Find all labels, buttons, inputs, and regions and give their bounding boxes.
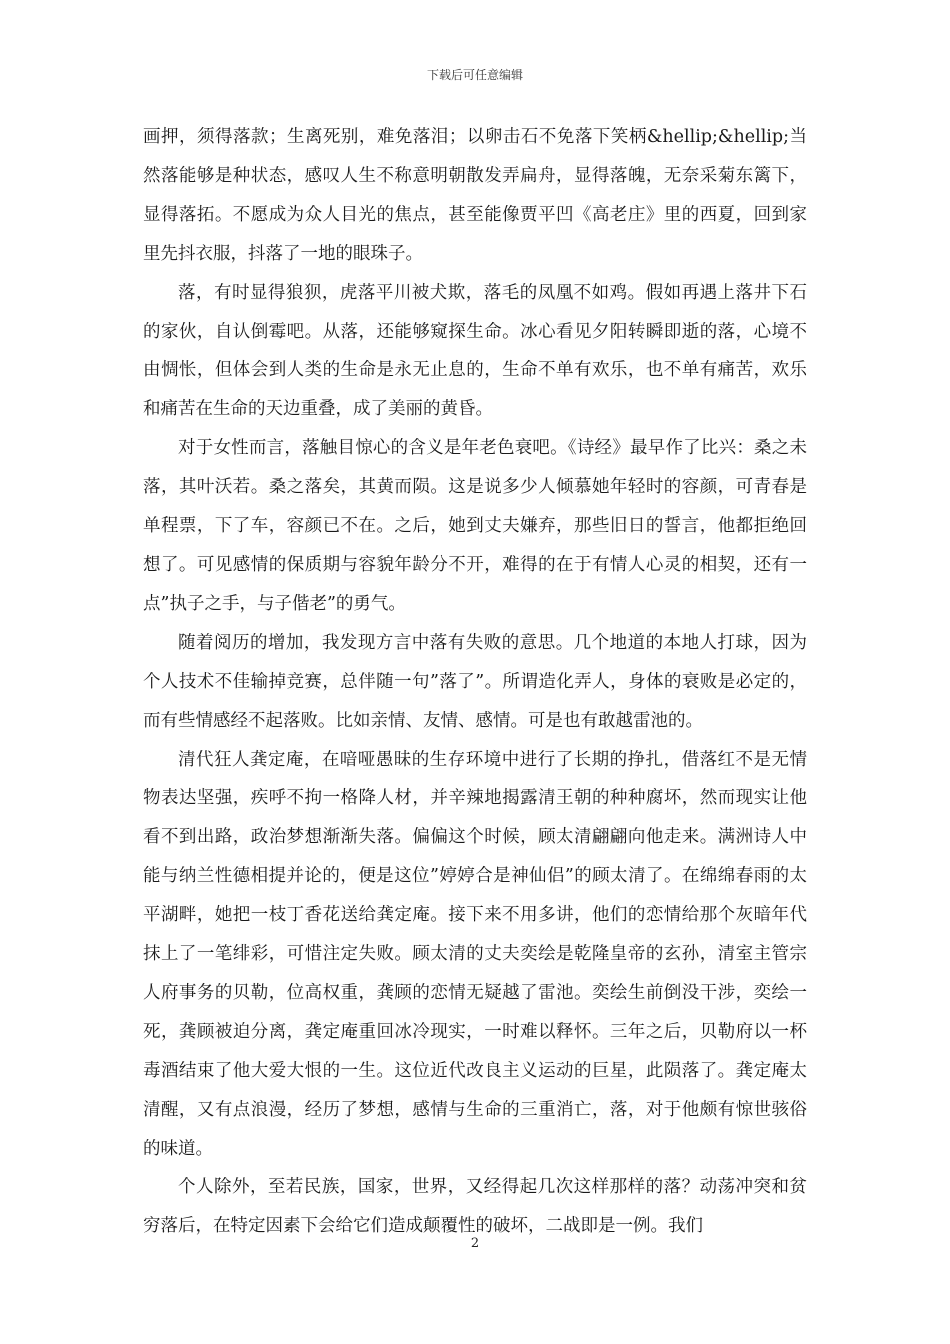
paragraph: 个人除外，至若民族，国家，世界，又经得起几次这样那样的落？动荡冲突和贫穷落后，在特定因素下会给它们造成颠覆性的破坏，二战即是一例。我们 xyxy=(143,1177,807,1237)
page-number: 2 xyxy=(470,1236,480,1251)
paragraph: 落，有时显得狼狈，虎落平川被犬欺，落毛的凤凰不如鸡。假如再遇上落井下石的家伙，自认倒霉吧。从落，还能够窥探生命。冰心看见夕阳转瞬即逝的落，心境不由惆怅，但体会到人类的生命是永无止息的，生命不单有欢乐，也不单有痛苦，欢乐和痛苦在生命的天边重叠，成了美丽的黄昏。 xyxy=(143,282,807,420)
paragraph: 对于女性而言，落触目惊心的含义是年老色衰吧。《诗经》最早作了比兴：桑之未落，其叶沃若。桑之落矣，其黄而陨。这是说多少人倾慕她年轻时的容颜，可青春是单程票，下了车，容颜已不在。之后，她到丈夫嫌弃，那些旧日的誓言，他都拒绝回想了。可见感情的保质期与容貌年龄分不开，难得的在于有情人心灵的相契，还有一点”执子之手，与子偕老”的勇气。 xyxy=(143,438,807,614)
document-body xyxy=(143,118,807,1246)
paragraph: 随着阅历的增加，我发现方言中落有失败的意思。几个地道的本地人打球，因为个人技术不佳输掉竞赛，总伴随一句”落了”。所谓造化弄人，身体的衰败是必定的，而有些情感经不起落败。比如亲情、友情、感情。可是也有敢越雷池的。 xyxy=(143,632,807,731)
page-header: 下载后可任意编辑 xyxy=(426,68,523,82)
paragraph: 清代狂人龚定庵，在喑哑愚昧的生存环境中进行了长期的挣扎，借落红不是无情物表达坚强，疾呼不拘一格降人材，并辛辣地揭露清王朝的种种腐坏，然而现实让他看不到出路，政治梦想渐渐失落。偏偏这个时候，顾太清翩翩向他走来。满洲诗人中能与纳兰性德相提并论的，便是这位”婷婷合是神仙侣”的顾太清了。在绵绵春雨的太平湖畔，她把一枝丁香花送给龚定庵。接下来不用多讲，他们的恋情给那个灰暗年代抹上了一笔绯彩，可惜注定失败。顾太清的丈夫奕绘是乾隆皇帝的玄孙，清室主管宗人府事务的贝勒，位高权重，龚顾的恋情无疑越了雷池。奕绘生前倒没干涉，奕绘一死，龚顾被迫分离，龚定庵重回冰冷现实，一时难以释怀。三年之后，贝勒府以一杯毒酒结束了他大爱大恨的一生。这位近代改良主义运动的巨星，此陨落了。龚定庵太清醒，又有点浪漫，经历了梦想，感情与生命的三重消亡，落，对于他颇有惊世骇俗的味道。 xyxy=(143,749,807,1159)
paragraph-continued: 画押，须得落款；生离死别，难免落泪；以卵击石不免落下笑柄&hellip;&hellip;当然落能够是种状态，感叹人生不称意明朝散发弄扁舟，显得落魄，无奈采菊东篱下，显得落拓。不愿成为众人目光的焦点，甚至能像贾平凹《高老庄》里的西夏，回到家里先抖衣服，抖落了一地的眼珠子。 xyxy=(143,127,807,264)
